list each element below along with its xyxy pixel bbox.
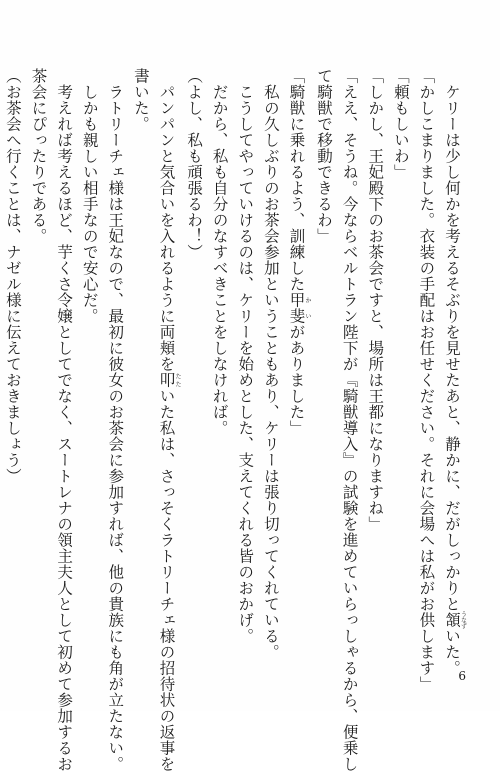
text-line: て騎獣で移動できるわ」 xyxy=(315,68,334,244)
text-line: ラトリーチェ様は王妃なので、最初に彼女のお茶会に参加すれば、他の貴族にも角が立たない。 xyxy=(106,84,125,772)
text-line: ケリーは少し何かを考えるそぶりを見せたあと、静かに、だがしっかりと頷うなずいた。 xyxy=(443,84,467,676)
text-line: 「騎獣に乗れるよう、訓練した甲斐かいがありました」 xyxy=(287,68,311,436)
text-line: 「しかし、王妃殿下のお茶会ですと、場所は王都になりますね」 xyxy=(366,68,385,532)
text-line: パンパンと気合いを入れるように両頬を叩たたいた私は、さっそくラトリーチェ様の招待状の返事を xyxy=(157,84,181,772)
ruby-annotation: 甲斐かい xyxy=(287,292,311,324)
text-line: 考えれば考えるほど、芋くさ令嬢としてでなく、スートレナの領主夫人として初めて参加するお xyxy=(55,84,74,772)
text-line: だから、私も自分のなすべきことをしなければ。 xyxy=(210,84,229,436)
text-line: しかも親しい相手なので安心だ。 xyxy=(80,84,99,324)
ruby-annotation: 叩たた xyxy=(157,372,181,388)
text-line: 私の久しぶりのお茶会参加ということもあり、ケリーは張り切ってくれている。 xyxy=(261,84,280,660)
text-line: こうしてやっていけるのは、ケリーを始めとした、支えてくれる皆のおかげ。 xyxy=(236,84,255,644)
text-line: 書いた。 xyxy=(131,68,150,132)
text-line: 茶会にぴったりである。 xyxy=(29,68,48,244)
text-line: （よし、私も頑張るわ！） xyxy=(185,68,204,260)
text-line: 「頼もしいわ」 xyxy=(391,68,410,180)
text-line: （お茶会へ行くことは、ナゼル様に伝えておきましょう） xyxy=(3,68,22,484)
page-number: 6 xyxy=(458,669,466,683)
text-line: 「ええ、そうね。今ならベルトラン陛下が『騎獣導入』の試験を進めていらっしゃるから、便乗し xyxy=(340,68,359,772)
text-line: 「かしこまりました。衣装の手配はお任せください。それに会場へは私がお供します」 xyxy=(417,68,436,692)
vertical-text-body xyxy=(0,68,467,772)
ruby-annotation: 頷うなず xyxy=(443,611,467,629)
